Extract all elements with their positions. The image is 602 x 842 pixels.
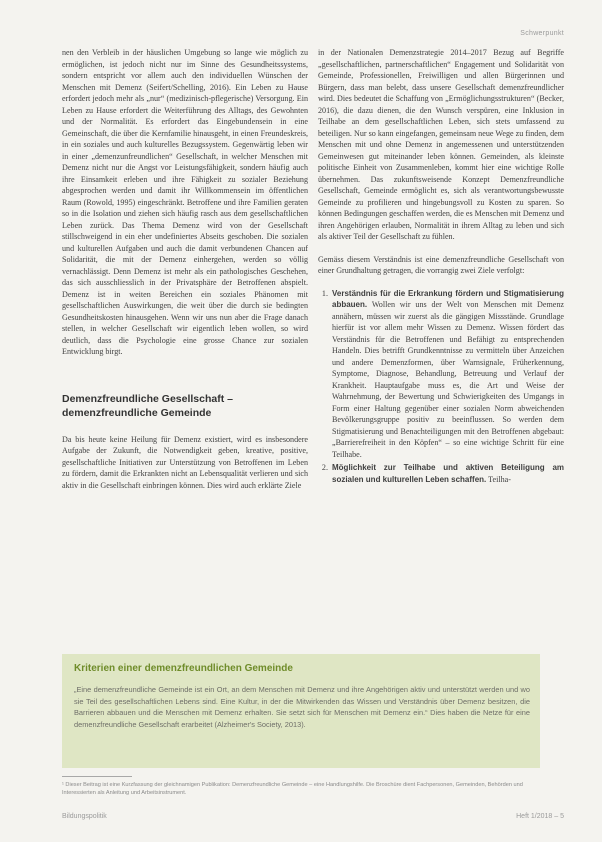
body-paragraph: Gemäss diesem Verständnis ist eine demenzfreundliche Gesellschaft von einer Grundhaltung getragen, die vorrangig zwei Ziele verfolgt: — [318, 254, 564, 275]
goal-item — [330, 288, 564, 461]
footer-page-number: Heft 1/2018 – 5 — [516, 813, 564, 820]
footnote: ¹ Dieser Beitrag ist eine Kurzfassung der gleichnamigen Publikation: Demenzfreundliche Gemeinde – eine Handlungshilfe. Die Broschüre dient Fachpersonen, Gemeinden, Behörden und Interessierten als Anleitung und Arbeitsinstrument. — [62, 782, 523, 796]
footnote-rule — [62, 776, 132, 777]
left-column — [62, 47, 308, 502]
goals-list — [318, 288, 564, 486]
footer-publication: Bildungspolitik — [62, 813, 107, 820]
body-paragraph: nen den Verbleib in der häuslichen Umgebung so lange wie möglich zu ermöglichen, ist jedoch nicht nur im Sinne des Gesundheitssystems, sondern entspricht vor allem auch den individuellen Wünschen der Menschen mit Demenz (Seifert/Schelling, 2016). Ein Leben zu Hause erfordert jedoch mehr als „nur“ (medizinisch-pflegerische) Versorgung. Ein Leben zu Hause erfordert die Weiterführung des Alltags, des Gewohnten und der Normalität. Es erfordert das Eingebundensein in eine Gemeinschaft, die über die Kernfamilie hinausgeht, in einen Freundeskreis, in ein soziales und auch kulturelles Bezugssystem. Gegenwärtig leben wir in einer „demenzunfreundlichen“ Gesellschaft, in welcher Menschen mit Demenz nicht nur die Angst vor Leistungsfähigkeit, sondern häufig auch ihre Einsamkeit erleben und ihre Fähigkeit zu sozialer Beziehung abgesprochen werden und damit ihr Willkommensein im öffentlichen Raum (Rowold, 1995) eingeschränkt. Betroffene und ihre Familien geraten so in die Isolation und ziehen sich häufig rasch aus dem gesellschaftlichen Leben zurück. Das Thema Demenz wird von der Gesellschaft stillschweigend in ein eher undefiniertes Abseits geschoben. Die sozialen und kulturellen Aufgaben und auch die damit verbundenen Chancen auf Solidarität, die mit der Demenz einhergehen, werden so völlig vernachlässigt. Denn Demenz ist mehr als ein pathologisches Geschehen, das sich ausschliesslich in der Privatsphäre der Betroffenen abspielt. Demenz ist in weiten Bereichen ein soziales Phänomen mit gesellschaftlichen Auswirkungen, die weit über die durch sie bedingten Gesundheitskosten hinausgehen. Wenn wir uns nun aber die Frage danach stellen, in welcher Gesellschaft wir eigentlich leben wollen, so wird deutlich, dass die Psychologie eine grosse Chance zur sozialen Entwicklung birgt. — [62, 48, 308, 356]
goal-title: Möglichkeit zur Teilhabe und aktiven Beteiligung am sozialen und kulturellen Leben schaffen. — [332, 463, 564, 484]
criteria-box — [62, 654, 540, 768]
right-column — [318, 47, 564, 487]
goal-title: Verständnis für die Erkrankung fördern und Stigmatisierung abbauen. — [332, 288, 564, 309]
goal-text: Wollen wir uns der Welt von Menschen mit Demenz annähern, müssen wir zuerst als die gängigen Missstände. Grundlage hierfür ist vor allem mehr Wissen zu Demenz. Wissen fördert das Verständnis für die Betroffenen und Befähigt zu entsprechenden Handeln. Dies betrifft Grundkenntnisse zu vermitteln über Anzeichen und andere Demenzformen, über Warnsignale, Früherkennung, Symptome, Diagnose, Behandlung, Betreuung und Verlauf der Krankheit. Hauptaufgabe muss es, die Art und Weise der Wahrnehmung, der Bewertung und Schwierigkeiten des Umgangs in Form einer Haltung gegenüber einer sozialen Norm abweichenden Bevölkerungsgruppe positiv zu beeinflussen. So werden dem Stigmatisierung und Benachteiligungen mit den Betroffenen abgebaut: „Barrierefreiheit in den Köpfen“ – so eine wichtige Schritt für eine Teilhabe. — [332, 300, 564, 459]
body-paragraph: in der Nationalen Demenzstrategie 2014–2017 Bezug auf Begriffe „gesellschaftlichen, partnerschaftlichen“ Engagement und Solidarität von Gemeinde, Professionellen, Freiwilligen und allen Bürgerinnen und Bürgern, dass man belebt, dass unsere Gesellschaft demenzfreundlicher wird. Dies bedeutet die Schaffung von „Ermöglichungsstrukturen“ (Becker, 2016), die dazu dienen, die den Wunsch verspüren, eine Inklusion in Teilhabe an dem gesellschaftlichen Leben, sich stets umfassend zu beteiligen. Nur so kann eingefangen, gemeinsam neue Wege zu finden, dem Menschen mit und ohne Demenz in angemessenen und unterstützenden Gemeinwesen gut miteinander leben können. Gemeinden, als kleinste politische Einheit von Zusammenleben, kommt hier eine wichtige Rolle übernehmen. Das zukunftsweisende Konzept Demenzfreundliche Gesellschaft, Gemeinde ermöglicht es, sich als verantwortungsbewusste Gemeinde zu profilieren und hingebungsvoll zu Kosten zu sparen. So können Bedingungen geschaffen werden, die es Menschen mit Demenz und ihren Angehörigen erlauben, Normalität in ihrem Alltag zu leben und sich als aktiver Teil der Gesellschaft zu fühlen. — [318, 48, 564, 241]
goal-item — [330, 462, 564, 485]
body-paragraph: Da bis heute keine Heilung für Demenz existiert, wird es insbesondere Aufgabe der Zukunft, die Notwendigkeit geben, kreative, positive, gesellschaftliche Initiativen zur Unterstützung von Betroffenen im Leben zu fördern, damit die Erkrankten nicht an Lebensqualität verlieren und sich aktiv in die Gesellschaft einbringen können. Dies wird auch erklärte Ziele — [62, 434, 308, 490]
section-heading: Demenzfreundliche Gesellschaft – demenzfreundliche Gemeinde — [62, 392, 233, 419]
goal-text: Teilha- — [488, 474, 511, 484]
criteria-box-title: Kriterien einer demenzfreundlichen Gemeinde — [74, 663, 293, 674]
criteria-box-text: „Eine demenzfreundliche Gemeinde ist ein Ort, an dem Menschen mit Demenz und ihre Angehörigen aktiv und unterstützt werden und wo sie Teil des gesellschaftlichen Lebens sind. Eine Kultur, in der die Mitwirkenden das Wissen und Verständnis über Demenz besitzen, die Barrieren abbauen und die Menschen mit Demenz erhalten. Sie setzt sich für Menschen mit Demenz ein.“ Dies haben die Netze für eine demenzfreundliche Gesellschaft erarbeitet (Alzheimer's Society, 2013). — [74, 685, 530, 729]
running-head: Schwerpunkt — [520, 30, 564, 37]
